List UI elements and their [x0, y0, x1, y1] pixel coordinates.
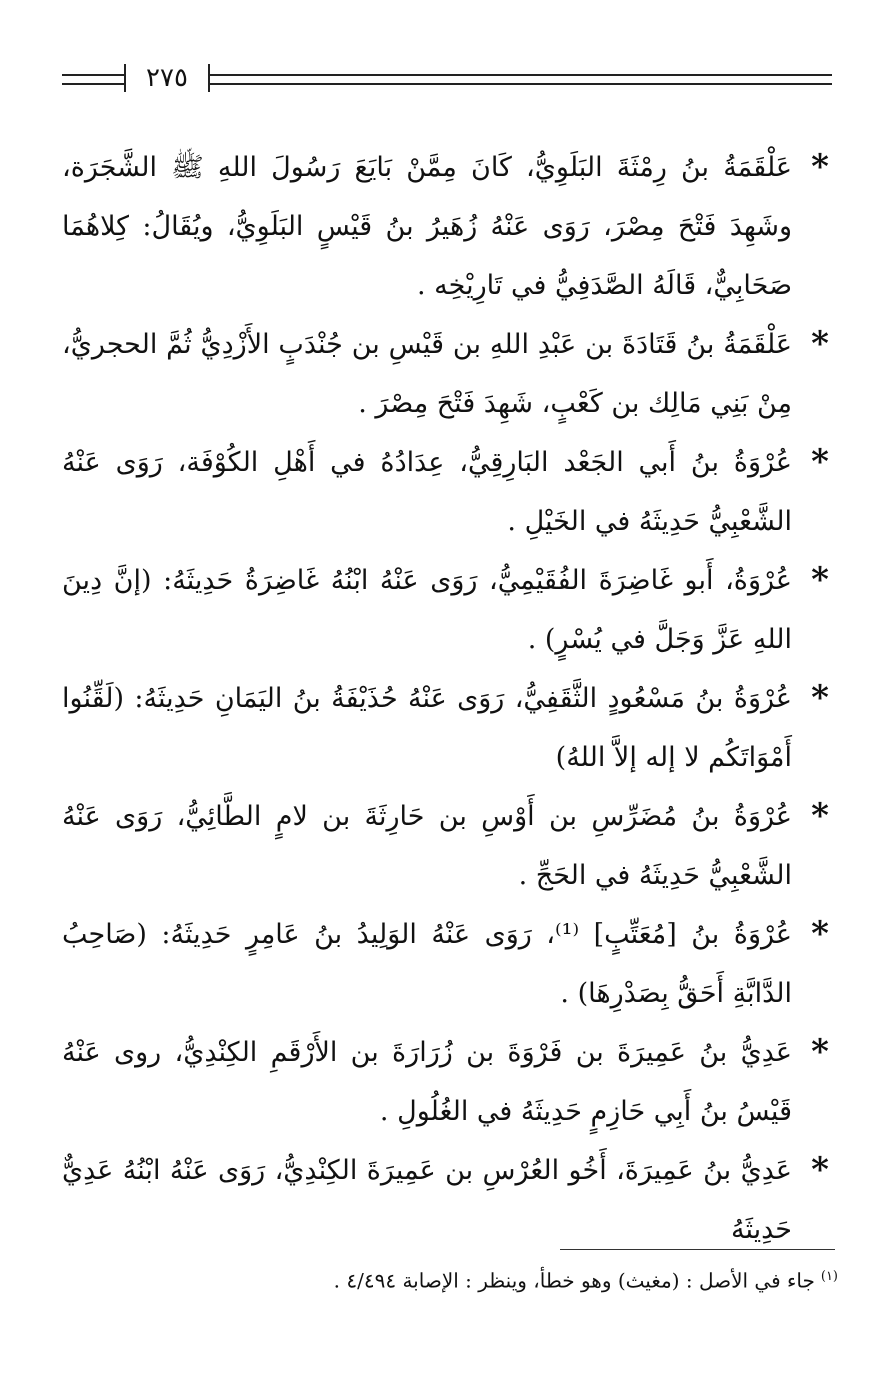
biography-entry [62, 315, 840, 433]
entry-marker: * [811, 442, 829, 482]
entry-text: عُرْوَةُ بنُ أَبي الجَعْد البَارِقِيُّ، عِدَادُهُ في أَهْلِ الكُوْفَة، رَوَى عَنْهُ الشَّعْبِيُّ حَدِيثَهُ في الخَيْلِ . [62, 447, 792, 537]
biography-entry [62, 1141, 840, 1259]
footnote [120, 1262, 838, 1296]
entry-marker: * [811, 796, 829, 836]
entry-text: عَلْقَمَةُ بنُ رِمْثَةَ البَلَوِيُّ، كَانَ مِمَّنْ بَايَعَ رَسُولَ اللهِ ﷺ الشَّجَرَة، وشَهِدَ فَتْحَ مِصْرَ، رَوَى عَنْهُ زُهَيرُ بنُ قَيْسٍ البَلَوِيُّ، ويُقَالُ: كِلاهُمَا صَحَابِيٌّ، قَالَهُ الصَّدَفِيُّ في تَارِيْخِه . [62, 152, 792, 301]
biography-entry [62, 433, 840, 551]
entry-marker: * [811, 324, 829, 364]
entry-text: عُرْوَةُ بنُ مُضَرِّسِ بن أَوْسِ بن حَارِثَةَ بن لامٍ الطَّائِيُّ، رَوَى عَنْهُ الشَّعْبِيُّ حَدِيثَهُ في الحَجِّ . [62, 801, 792, 891]
entry-text: عَدِيُّ بنُ عَمِيرَةَ، أَخُو العُرْسِ بن عَمِيرَةَ الكِنْدِيُّ، رَوَى عَنْهُ ابْنُهُ عَدِيٌّ حَدِيثَهُ [62, 1155, 792, 1245]
entry-marker: * [811, 560, 829, 600]
biography-entry [62, 669, 840, 787]
entry-marker: * [811, 147, 829, 187]
footnote-marker: (١) [820, 1269, 838, 1284]
entry-marker: * [811, 1150, 829, 1190]
entry-text: عُرْوَةُ، أَبو غَاضِرَةَ الفُقَيْمِيُّ، رَوَى عَنْهُ ابْنُهُ غَاضِرَةُ حَدِيثَهُ: (إنَّ دِينَ اللهِ عَزَّ وَجَلَّ في يُسْرٍ) . [62, 565, 792, 655]
entry-marker: * [811, 1032, 829, 1072]
header-rule-left [62, 74, 124, 85]
entry-text: عَدِيُّ بنُ عَمِيرَةَ بن فَرْوَةَ بن زُرَارَةَ بن الأَرْقَمِ الكِنْدِيُّ، روى عَنْهُ قَيْسُ بنُ أَبِي حَازِمٍ حَدِيثَهُ في الغُلُولِ . [62, 1037, 792, 1127]
biography-entry [62, 551, 840, 669]
entry-marker: * [811, 678, 829, 718]
page-number: ٢٧٥ [146, 63, 188, 93]
header-rule-right [210, 74, 832, 85]
footnote-text: جاء في الأصل : (مغيث) وهو خطأ، وينظر : الإصابة ٤/٤٩٤ . [333, 1268, 815, 1293]
footnote-separator [560, 1249, 835, 1250]
biography-entry [62, 905, 840, 1023]
entry-list [62, 138, 840, 1259]
entry-marker: * [811, 914, 829, 954]
biography-entry [62, 1023, 840, 1141]
entry-text: عُرْوَةُ بنُ مَسْعُودٍ الثَّقَفِيُّ، رَوَى عَنْهُ حُذَيْفَةُ بنُ اليَمَانِ حَدِيثَهُ: (لَقِّنُوا أَمْوَاتَكُم لا إله إلاَّ اللهُ) [62, 683, 792, 773]
entry-text: عَلْقَمَةُ بنُ قَتَادَةَ بن عَبْدِ اللهِ بن قَيْسِ بن جُنْدَبٍ الأَزْدِيُّ ثُمَّ الحجريُّ، مِنْ بَنِي مَالِك بن كَعْبٍ، شَهِدَ فَتْحَ مِصْرَ . [62, 329, 792, 419]
biography-entry [62, 787, 840, 905]
entry-text: عُرْوَةُ بنُ [مُعَتِّبٍ] ⁽¹⁾، رَوَى عَنْهُ الوَلِيدُ بنُ عَامِرٍ حَدِيثَهُ: (صَاحِبُ الدَّابَّةِ أَحَقُّ بِصَدْرِهَا) . [62, 919, 792, 1009]
page-header [62, 60, 832, 96]
biography-entry [62, 138, 840, 315]
